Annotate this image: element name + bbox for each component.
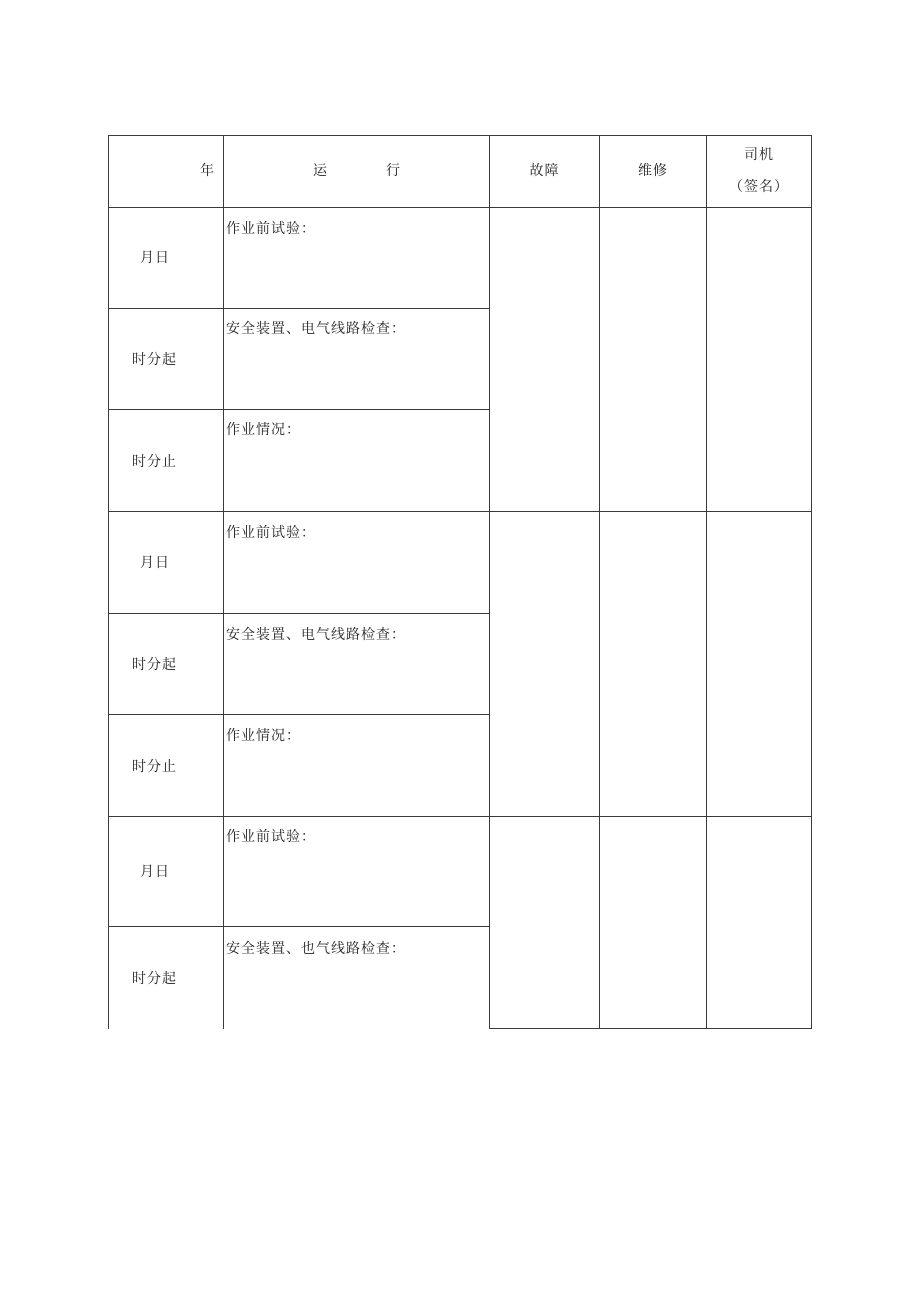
- header-driver: 司机: [744, 147, 774, 163]
- table-partial-bottom: [489, 1028, 812, 1029]
- row-divider: [108, 409, 490, 410]
- safety-check-label: 安全装置、电气线路检查：: [226, 321, 406, 337]
- column-divider: [223, 135, 224, 1029]
- header-run-char-1: 运: [313, 163, 328, 179]
- row-divider: [108, 714, 490, 715]
- start-time-label: 时分起: [132, 657, 177, 673]
- header-run-char-2: 行: [386, 163, 401, 179]
- pre-work-test-label: 作业前试验：: [226, 829, 316, 845]
- table-left-border: [108, 135, 109, 1029]
- date-label: 月日: [140, 864, 170, 880]
- pre-work-test-label: 作业前试验：: [226, 525, 316, 541]
- safety-check-label: 安全装置、电气线路检查：: [226, 627, 406, 643]
- row-divider: [108, 308, 490, 309]
- row-divider: [108, 613, 490, 614]
- safety-check-label: 安全装置、也气线路检查：: [226, 941, 406, 957]
- work-status-label: 作业情况：: [226, 422, 301, 438]
- end-time-label: 时分止: [132, 454, 177, 470]
- header-repair: 维修: [638, 163, 668, 179]
- header-fault: 故障: [529, 163, 560, 179]
- start-time-label: 时分起: [132, 971, 177, 987]
- header-signature: （签名）: [729, 179, 789, 195]
- column-divider: [599, 135, 600, 1029]
- column-divider: [706, 135, 707, 1029]
- start-time-label: 时分起: [132, 352, 177, 368]
- row-divider: [108, 926, 490, 927]
- column-divider: [489, 135, 490, 1029]
- header-year: 年: [200, 163, 215, 179]
- end-time-label: 时分止: [132, 759, 177, 775]
- pre-work-test-label: 作业前试验：: [226, 221, 316, 237]
- work-status-label: 作业情况：: [226, 728, 301, 744]
- table-right-border: [811, 135, 812, 1029]
- date-label: 月日: [140, 250, 170, 266]
- date-label: 月日: [140, 555, 170, 571]
